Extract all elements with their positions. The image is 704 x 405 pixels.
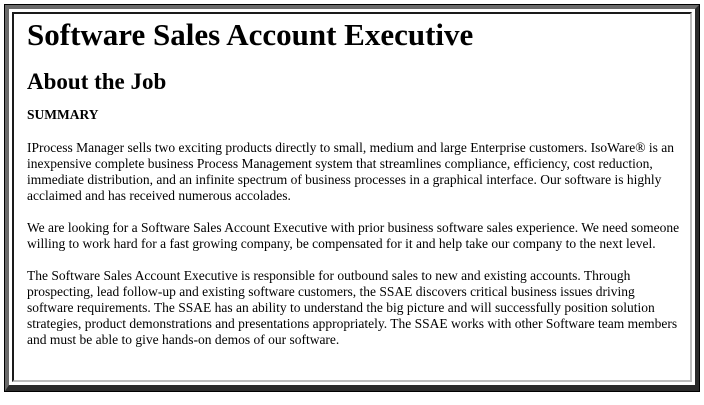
document-frame [5, 5, 699, 391]
document-panel [12, 12, 692, 382]
summary-heading: SUMMARY [27, 107, 99, 122]
job-title: Software Sales Account Executive [27, 17, 474, 52]
about-heading: About the Job [27, 69, 167, 94]
paragraph-3: The Software Sales Account Executive is responsible for outbound sales to new and existing accounts. Through prospecting, lead follow-up and existing software customers, the SSAE discovers critical business issues driving software requirements. The SSAE has an ability to understand the big picture and will successfully position solution strategies, product demonstrations and presentations appropriately. The SSAE works with other Software team members and must be able to give hands-on demos of our software. [27, 268, 678, 347]
paragraph-2: We are looking for a Software Sales Account Executive with prior business software sales experience. We need someone willing to work hard for a fast growing company, be compensated for it and help take our company to the next level. [27, 220, 680, 251]
document-content [27, 16, 680, 348]
paragraph-1: IProcess Manager sells two exciting products directly to small, medium and large Enterprise customers. IsoWare® is an inexpensive complete business Process Management system that streamlines compliance, efficiency, cost reduction, immediate distribution, and an infinite spectrum of business processes in a graphical interface. Our software is highly acclaimed and has received numerous accolades. [27, 140, 675, 203]
